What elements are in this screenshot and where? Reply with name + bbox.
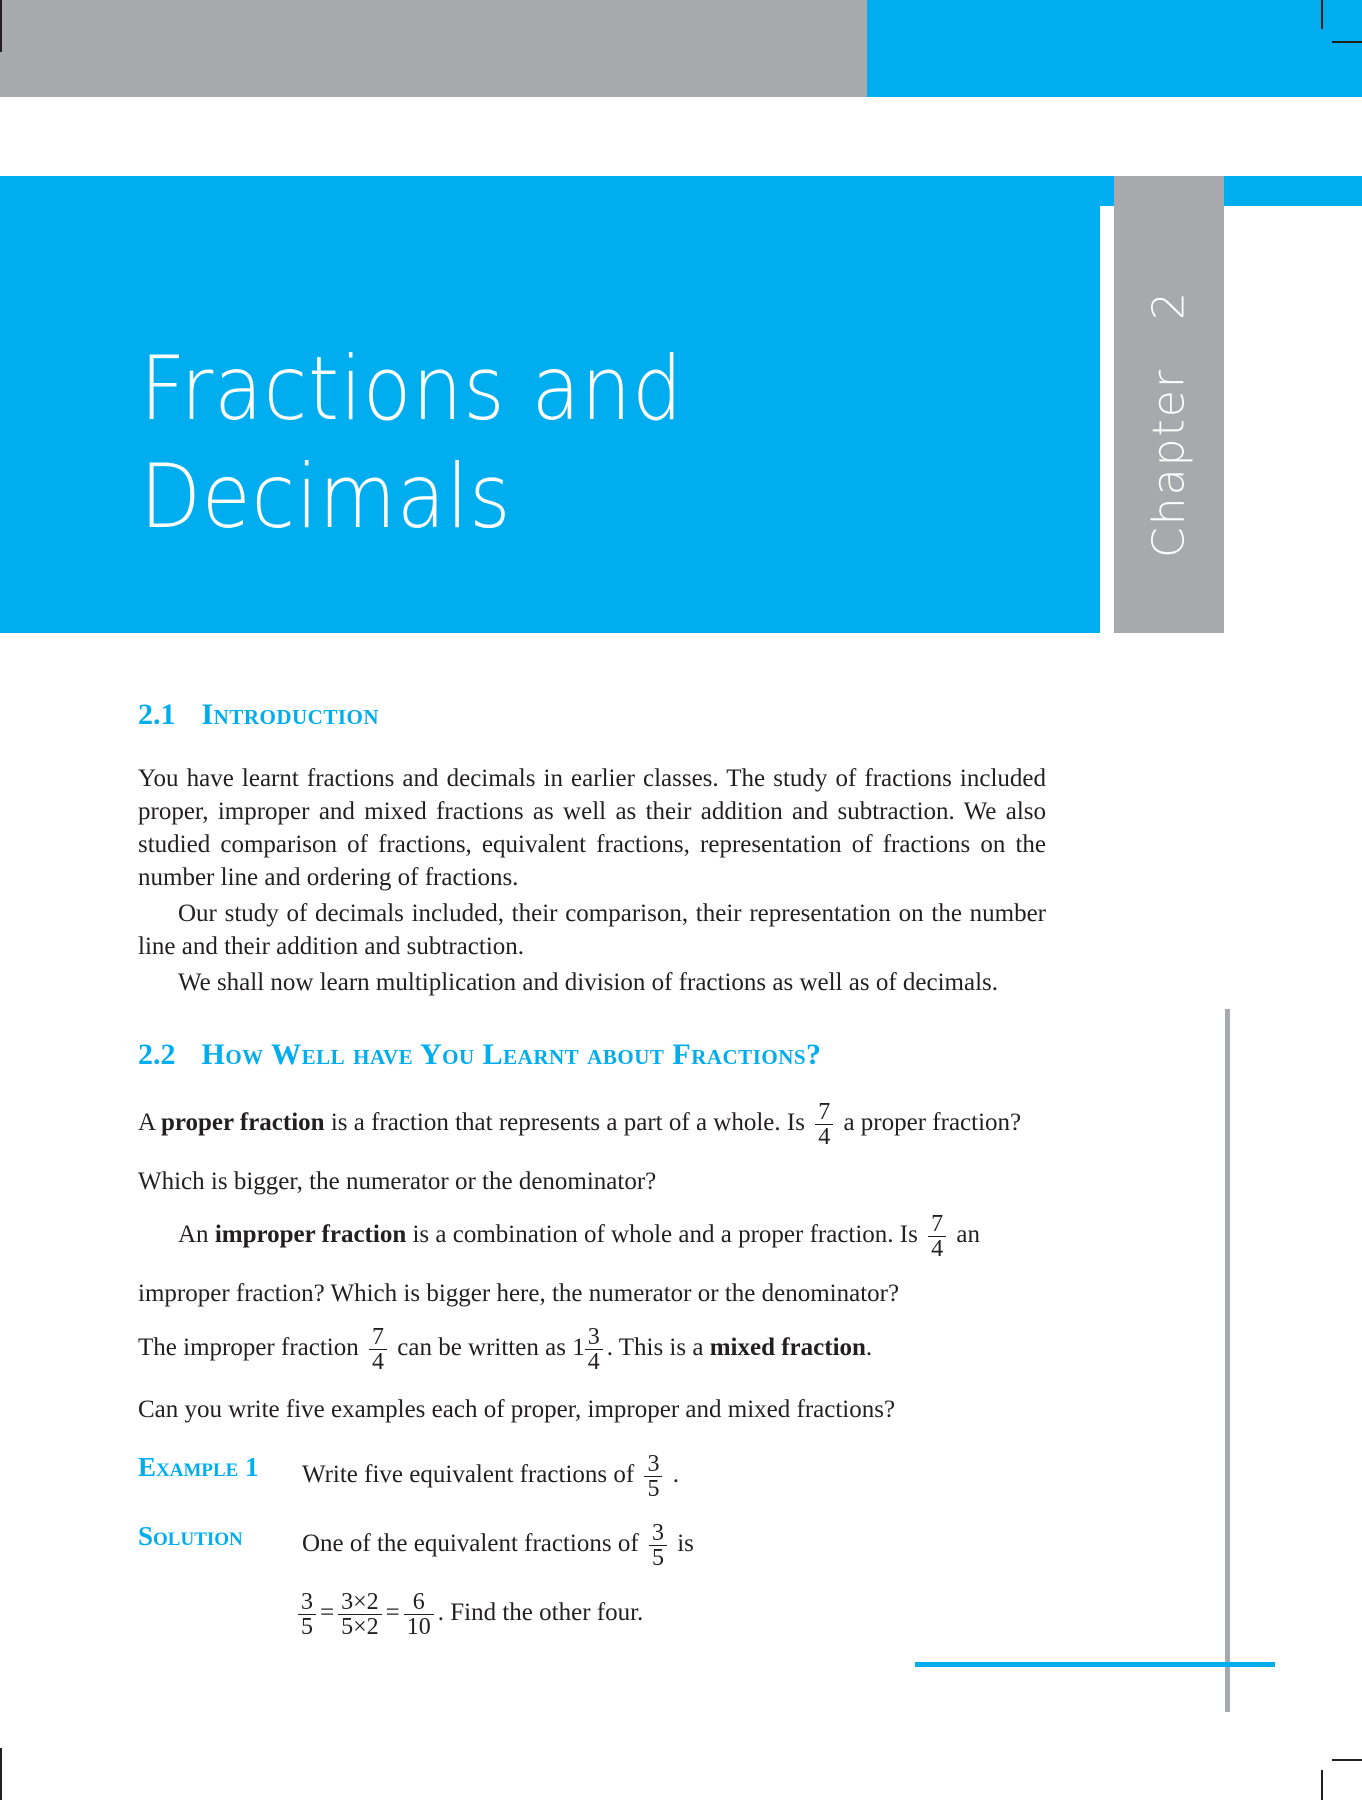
fraction-3x2-5x2 bbox=[338, 1590, 382, 1639]
denominator: 5 bbox=[301, 1614, 313, 1640]
numerator: 3 bbox=[644, 1452, 662, 1477]
text: . Find the other four. bbox=[437, 1599, 644, 1627]
denominator: 4 bbox=[818, 1124, 831, 1150]
text: . bbox=[865, 1334, 873, 1362]
text: a proper fraction? bbox=[837, 1109, 1022, 1137]
chapter-label bbox=[1114, 176, 1224, 633]
denominator: 4 bbox=[587, 1349, 600, 1375]
term-mixed-fraction: mixed fraction bbox=[709, 1334, 866, 1362]
proper-fraction-line bbox=[138, 1100, 1046, 1149]
top-blue-bar bbox=[867, 0, 1362, 97]
equals-sign: = bbox=[385, 1599, 400, 1627]
example-label bbox=[138, 1452, 259, 1482]
solution bbox=[138, 1520, 694, 1571]
numerator: 3 bbox=[585, 1325, 603, 1350]
intro-paragraph-1: You have learnt fractions and decimals in earlier classes. The study of fractions included proper, improper and mixed fractions as well as their addition and subtraction. We also studied comparison of fractions, equivalent fractions, representation of fractions on the number line and ordering of fractions. bbox=[138, 765, 1046, 891]
example-1 bbox=[138, 1451, 679, 1502]
crop-mark-top-right-h bbox=[1332, 41, 1362, 43]
title-banner-strip bbox=[1100, 176, 1114, 206]
text: The improper fraction bbox=[138, 1334, 365, 1362]
right-blue-strip bbox=[1224, 176, 1362, 206]
text: an bbox=[950, 1221, 980, 1249]
fraction-6-10 bbox=[404, 1590, 434, 1639]
intro-paragraph-2: Our study of decimals included, their comparison, their representation on the number line and their addition and subtraction. bbox=[138, 900, 1046, 960]
margin-vertical-rule bbox=[1225, 1009, 1230, 1712]
fraction-7-4 bbox=[928, 1212, 946, 1261]
fraction-3-5 bbox=[644, 1452, 662, 1501]
section-number: 2.1 bbox=[138, 698, 176, 731]
solution-text: One of the equivalent fractions of bbox=[302, 1530, 645, 1558]
numerator: 7 bbox=[815, 1100, 833, 1125]
section-title: Introduction bbox=[201, 698, 380, 731]
numerator: 7 bbox=[928, 1212, 946, 1237]
text: A bbox=[138, 1109, 161, 1137]
numerator: 3 bbox=[298, 1590, 316, 1615]
mixed-whole: 1 bbox=[572, 1334, 585, 1362]
text: is bbox=[670, 1530, 694, 1558]
fraction-3-5 bbox=[298, 1590, 316, 1639]
proper-fraction-question: Which is bigger, the numerator or the denominator? bbox=[138, 1168, 657, 1195]
chapter-word: Chapter bbox=[1143, 368, 1195, 558]
section-title: How Well have You Learnt about Fractions? bbox=[201, 1038, 822, 1071]
section-heading-2-1 bbox=[138, 698, 379, 732]
text: is a fraction that represents a part of a whole. Is bbox=[324, 1109, 812, 1137]
numerator: 6 bbox=[404, 1590, 434, 1615]
denominator: 4 bbox=[372, 1349, 384, 1375]
solution-label: Solution bbox=[138, 1521, 243, 1551]
denominator: 5×2 bbox=[341, 1614, 379, 1640]
numerator: 3 bbox=[649, 1521, 667, 1546]
crop-mark-top-right-v bbox=[1321, 0, 1323, 29]
equals-sign: = bbox=[320, 1599, 335, 1627]
footer-blue-rule bbox=[915, 1662, 1275, 1667]
mixed-fraction-line bbox=[138, 1325, 872, 1374]
intro-paragraph-3: We shall now learn multiplication and division of fractions as well as of decimals. bbox=[178, 969, 999, 996]
fraction-3-5 bbox=[649, 1521, 667, 1570]
text: can be written as bbox=[391, 1334, 573, 1362]
numerator: 7 bbox=[369, 1325, 387, 1350]
term-proper-fraction: proper fraction bbox=[160, 1109, 325, 1137]
crop-mark-top-left bbox=[0, 0, 2, 52]
example-number: 1 bbox=[245, 1452, 259, 1482]
denominator: 10 bbox=[406, 1614, 431, 1640]
text: An bbox=[178, 1221, 215, 1249]
chapter-title bbox=[140, 335, 683, 551]
examples-question: Can you write five examples each of proper, improper and mixed fractions? bbox=[138, 1396, 896, 1423]
crop-mark-bottom-right-h bbox=[1332, 1759, 1362, 1761]
text: is a combination of whole and a proper fraction. Is bbox=[406, 1221, 925, 1249]
term-improper-fraction: improper fraction bbox=[214, 1221, 407, 1249]
fraction-3-4 bbox=[585, 1325, 603, 1374]
denominator: 5 bbox=[647, 1476, 660, 1502]
text: . This is a bbox=[606, 1334, 710, 1362]
chapter-number: 2 bbox=[1143, 290, 1195, 321]
improper-fraction-question: improper fraction? Which is bigger here, the numerator or the denominator? bbox=[138, 1280, 900, 1307]
section-heading-2-2 bbox=[138, 1038, 822, 1072]
solution-equation bbox=[298, 1590, 643, 1639]
crop-mark-bottom-right-v bbox=[1321, 1770, 1323, 1800]
denominator: 5 bbox=[651, 1545, 664, 1571]
example-word: Example bbox=[138, 1452, 239, 1482]
denominator: 4 bbox=[931, 1236, 944, 1262]
fraction-7-4 bbox=[815, 1100, 833, 1149]
chapter-title-line-1: Fractions and bbox=[140, 337, 684, 440]
section-number: 2.2 bbox=[138, 1038, 176, 1071]
top-gray-bar bbox=[0, 0, 867, 97]
chapter-title-line-2: Decimals bbox=[140, 445, 512, 548]
intro-text bbox=[138, 762, 1046, 999]
fraction-7-4 bbox=[369, 1325, 387, 1374]
crop-mark-bottom-left bbox=[0, 1748, 2, 1800]
text: . bbox=[666, 1461, 679, 1489]
improper-fraction-line bbox=[178, 1212, 980, 1261]
numerator: 3×2 bbox=[338, 1590, 382, 1615]
example-text: Write five equivalent fractions of bbox=[302, 1461, 641, 1489]
